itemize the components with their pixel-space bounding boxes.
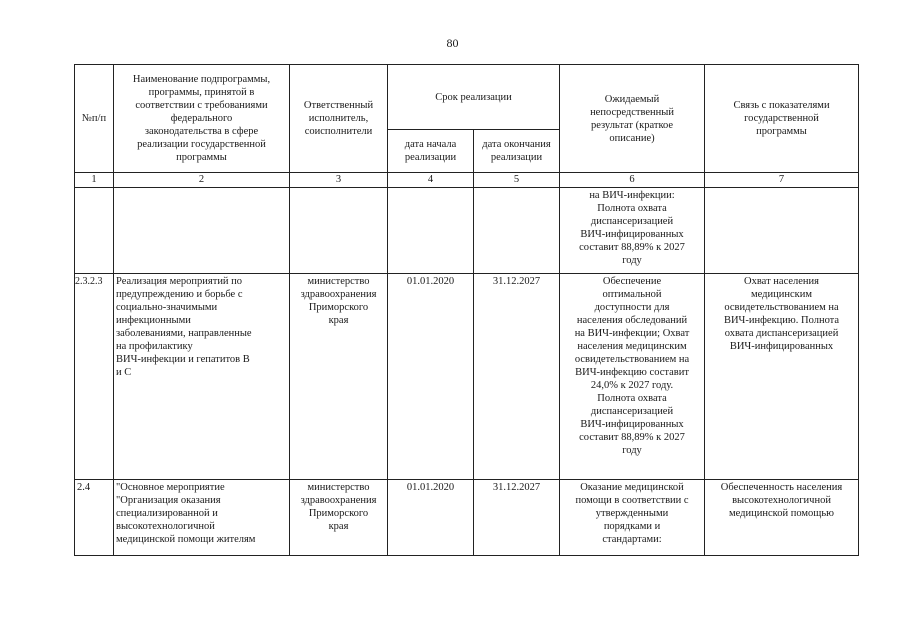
- text-line: составит 88,89% к 2027: [579, 432, 685, 443]
- text-line: дата начала: [404, 139, 457, 150]
- text-line: Полнота охвата: [597, 203, 667, 214]
- text-line: предупреждению и борьбе с: [116, 289, 243, 300]
- text-line: Ответственный: [303, 100, 374, 111]
- text-line: помощи в соответствии с: [575, 495, 689, 506]
- text-line: медицинским: [751, 289, 813, 300]
- column-number: 1: [75, 173, 114, 188]
- text-line: ВИЧ-инфицированных: [580, 229, 684, 240]
- text-line: специализированной и: [116, 508, 218, 519]
- text-line: программы, принятой в: [148, 87, 255, 98]
- row-name: [114, 274, 290, 480]
- row-num: [75, 188, 114, 274]
- text-line: медицинской помощью: [729, 508, 835, 519]
- text-line: программы: [176, 152, 227, 163]
- text-line: Оказание медицинской: [580, 482, 684, 493]
- text-line: населения обследований: [576, 315, 688, 326]
- row-result: [560, 188, 705, 274]
- text-line: Полнота охвата: [597, 393, 667, 404]
- text-line: составит 88,89% к 2027: [579, 242, 685, 253]
- column-number: 7: [705, 173, 859, 188]
- text-line: социально-значимыми: [116, 302, 218, 313]
- page-number: 80: [446, 36, 459, 50]
- text-line: высокотехнологичной: [116, 521, 215, 532]
- text-line: "Основное мероприятие: [116, 482, 225, 493]
- column-number-row: [75, 173, 859, 188]
- text-line: здравоохранения: [300, 289, 377, 300]
- row-link: [705, 480, 859, 556]
- text-line: порядками и: [603, 521, 661, 532]
- column-number: 6: [560, 173, 705, 188]
- text-line: высокотехнологичной: [732, 495, 831, 506]
- text-line: соответствии с требованиями: [135, 100, 268, 111]
- text-line: Реализация мероприятий по: [116, 276, 243, 287]
- text-line: населения медицинским: [577, 341, 687, 352]
- row-result: [560, 274, 705, 480]
- text-line: ВИЧ-инфекцию составит: [575, 367, 689, 378]
- text-line: диспансеризацией: [590, 216, 674, 227]
- text-line: реализации государственной: [137, 139, 266, 150]
- text-line: Связь с показателями: [733, 100, 830, 111]
- column-number: 2: [114, 173, 290, 188]
- row-num: 2.4: [75, 480, 114, 556]
- header-start-date: [388, 130, 474, 173]
- column-number: 4: [388, 173, 474, 188]
- text-line: здравоохранения: [300, 495, 377, 506]
- text-line: ВИЧ-инфекции и гепатитов В: [116, 354, 250, 365]
- text-line: Наименование подпрограммы,: [132, 74, 271, 85]
- row-start-date: 01.01.2020: [388, 480, 474, 556]
- header-name: [114, 65, 290, 173]
- row-executor: [290, 188, 388, 274]
- text-line: и С: [116, 367, 132, 378]
- text-line: стандартами:: [602, 534, 662, 545]
- text-line: описание): [609, 132, 655, 144]
- text-line: "Организация оказания: [116, 495, 221, 506]
- table-row: [75, 188, 859, 274]
- text-line: края: [328, 521, 349, 532]
- row-link: [705, 188, 859, 274]
- text-line: федерального: [170, 113, 233, 124]
- text-line: оптимальной: [602, 289, 662, 300]
- column-number: 3: [290, 173, 388, 188]
- text-line: непосредственный: [590, 106, 674, 118]
- text-line: законодательства в сфере: [144, 126, 259, 137]
- row-name: [114, 188, 290, 274]
- text-line: году: [622, 255, 642, 266]
- text-line: году: [622, 445, 642, 456]
- text-line: ВИЧ-инфицированных: [729, 341, 834, 352]
- text-line: ВИЧ-инфекцию. Полнота: [723, 315, 840, 326]
- text-line: министерство: [307, 276, 370, 287]
- header-num: №п/п: [75, 65, 114, 173]
- text-line: медицинской помощи жителям: [116, 534, 256, 545]
- text-line: инфекционными: [116, 315, 191, 326]
- text-line: заболеваниями, направленные: [116, 328, 252, 339]
- text-line: дата окончания: [482, 139, 551, 150]
- text-line: Приморского: [308, 508, 369, 519]
- text-line: края: [328, 315, 349, 326]
- row-result: [560, 480, 705, 556]
- header-end-date: [474, 130, 560, 173]
- text-line: на ВИЧ-инфекции:: [589, 190, 675, 201]
- text-line: Ожидаемый: [604, 93, 660, 105]
- text-line: на ВИЧ-инфекции; Охват: [574, 328, 690, 339]
- text-line: Обеспеченность населения: [720, 482, 843, 493]
- table-row: [75, 274, 859, 480]
- text-line: реализации: [404, 152, 457, 163]
- text-line: охвата диспансеризацией: [724, 328, 839, 339]
- row-executor: [290, 480, 388, 556]
- row-link: [705, 274, 859, 480]
- header-executor: [290, 65, 388, 173]
- text-line: на профилактику: [116, 341, 193, 352]
- text-line: утвержденными: [595, 508, 669, 519]
- row-start-date: 01.01.2020: [388, 274, 474, 480]
- text-line: Обеспечение: [602, 276, 662, 287]
- text-line: доступности для: [594, 302, 670, 313]
- text-line: диспансеризацией: [590, 406, 674, 417]
- row-end-date: [474, 188, 560, 274]
- text-line: Охват населения: [744, 276, 819, 287]
- column-number: 5: [474, 173, 560, 188]
- text-line: 24,0% к 2027 году.: [590, 380, 674, 391]
- text-line: Приморского: [308, 302, 369, 313]
- row-num: 2.3.2.3: [75, 274, 114, 480]
- text-line: государственной: [744, 113, 819, 124]
- text-line: министерство: [307, 482, 370, 493]
- program-table: [74, 64, 859, 556]
- row-start-date: [388, 188, 474, 274]
- text-line: освидетельствованием на: [574, 354, 690, 365]
- header-link: [705, 65, 859, 173]
- row-end-date: 31.12.2027: [474, 480, 560, 556]
- text-line: программы: [756, 126, 807, 137]
- table-row: [75, 480, 859, 556]
- row-end-date: 31.12.2027: [474, 274, 560, 480]
- text-line: реализации: [490, 152, 543, 163]
- text-line: ВИЧ-инфицированных: [580, 419, 684, 430]
- row-executor: [290, 274, 388, 480]
- row-name: [114, 480, 290, 556]
- text-line: результат (краткое: [590, 119, 674, 131]
- text-line: исполнитель,: [308, 113, 369, 124]
- text-line: соисполнители: [304, 126, 373, 137]
- header-result: [560, 65, 705, 173]
- text-line: освидетельствованием на: [724, 302, 839, 313]
- header-period: Срок реализации: [388, 65, 560, 130]
